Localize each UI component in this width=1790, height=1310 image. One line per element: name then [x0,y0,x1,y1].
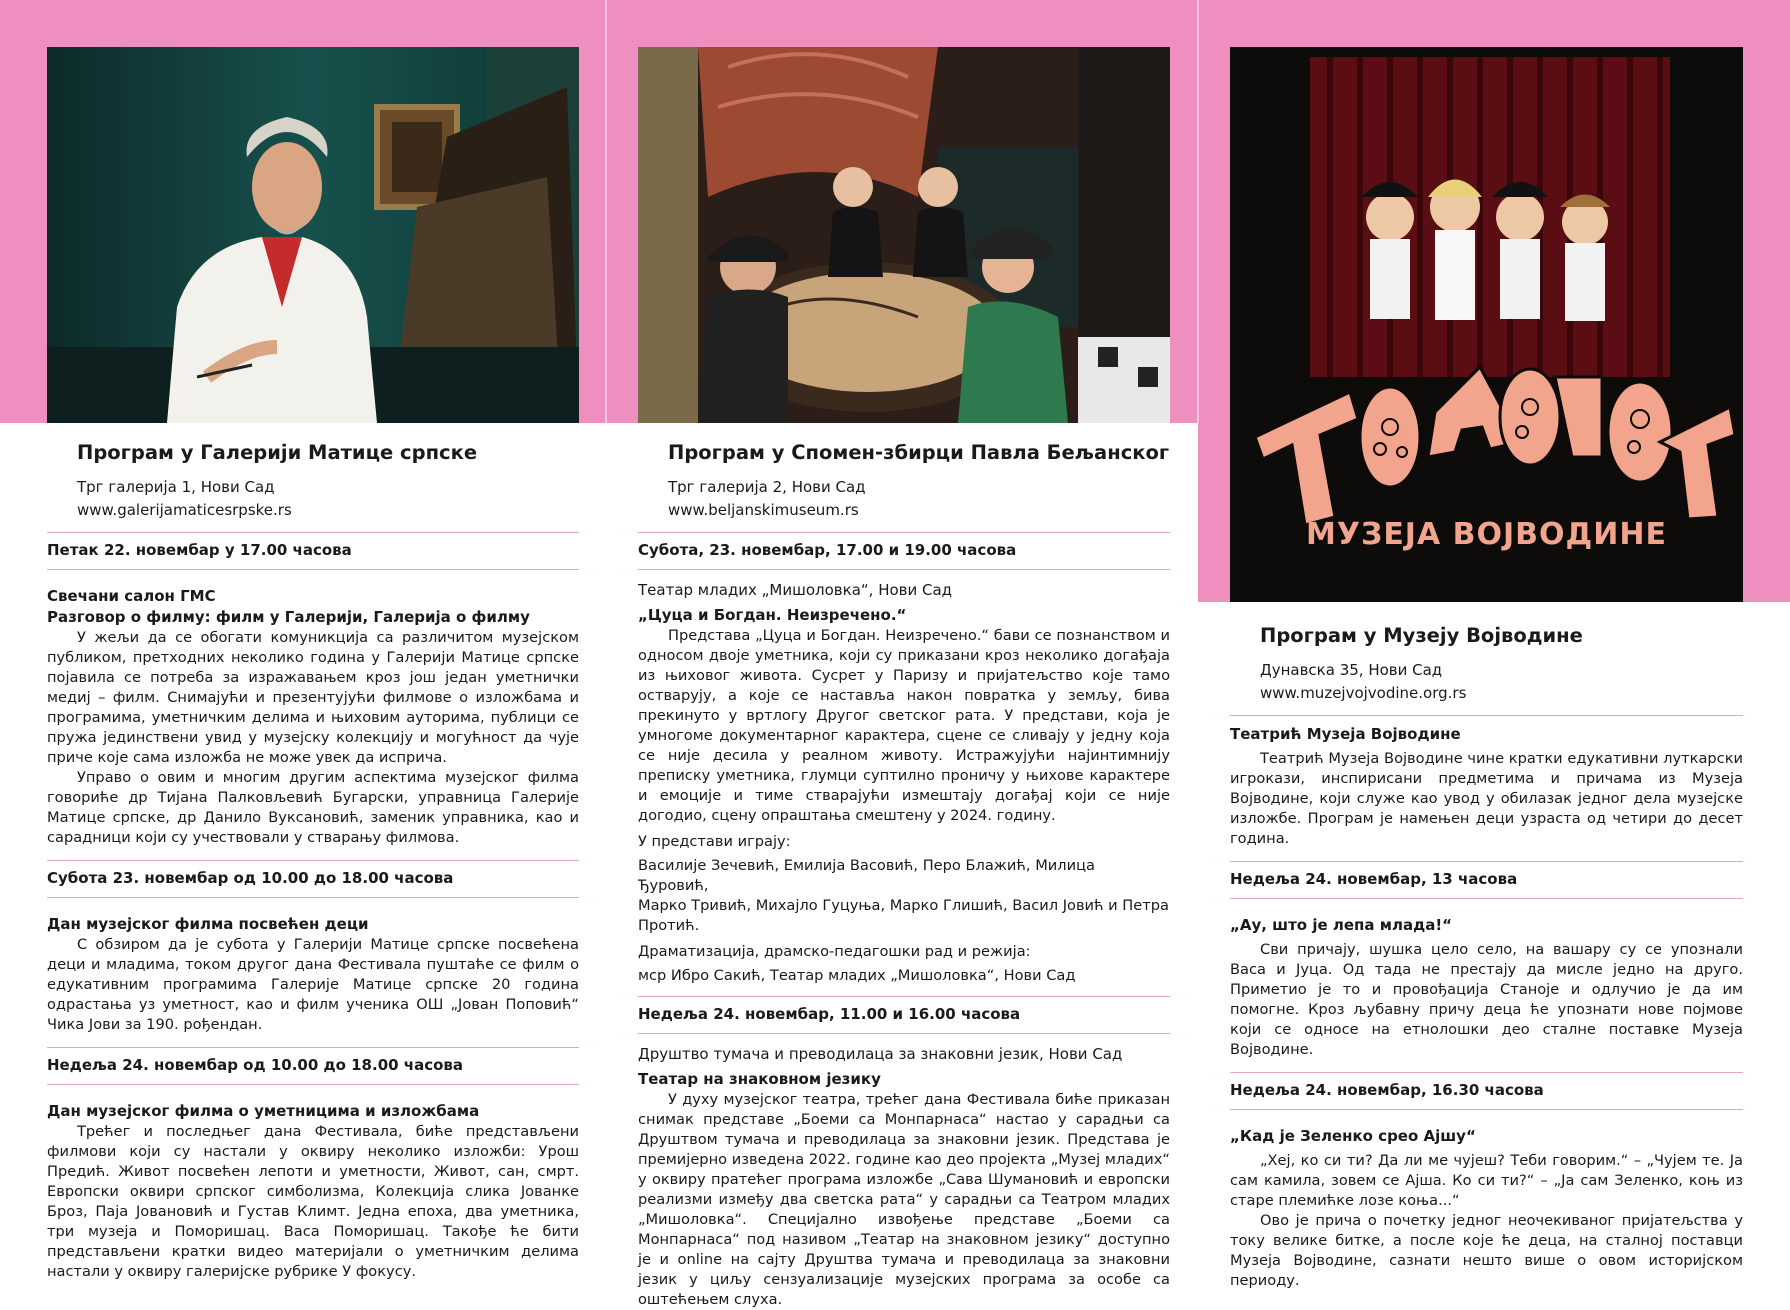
event-date: Недеља 24. новембар од 10.00 до 18.00 часова [47,1056,464,1074]
divider-rule [1230,898,1743,899]
program-paragraph: Театрић Музеја Војводине чине кратки едукативни луткарски игрокази, инспирисани предметима и причама из Музеја Војводине, који служе као увод у обилазак једног дела музејске изложбе. Програм је намењен деци узраста од четири до десет година. [1230,750,1743,847]
divider-rule [47,532,579,533]
divider-rule [47,897,579,898]
cast-heading: У представи играју: [638,833,791,850]
event-date: Субота 23. новембар од 10.00 до 18.00 часова [47,869,454,887]
event-paragraph: У жељи да се обогати комуникција са различитом музејском публиком, претходних неколико година у Галерији Матице српске појавила се потреба за изражавањем кроз још један уметнички медиј – филм. Снимајући и презентујући филмове о изложбама и програмима, уметничким делима и њиховим ауторима, публици се пружа јединствени увид у музејску колекцију и могућност да чује приче које сама изложба не може увек да исприча. [47,629,579,766]
program-title: Театрић Музеја Војводине [1230,725,1461,743]
divider-rule [638,569,1170,570]
event-paragraph: Управо о овим и многим другим аспектима музејског филма говориће др Тијана Палковљевић Бугарски, управница Галерије Матице српске, др Данило Вуксановић, заменик управника, као и сарадници који су учествовали у стварању филмова. [47,769,579,846]
poster-puppet-theatre [1230,47,1743,602]
column-spomen-zbirka-beljanskog [638,440,1170,1310]
venue-address: Трг галерија 1, Нови Сад [77,478,275,496]
venue-url[interactable]: www.muzejvojvodine.org.rs [1260,684,1467,702]
event-paragraph: У духу музејског театра, трећег дана Фестивала биће приказан снимак представе „Боеми са Монпарнаса“ настао у сарадњи са Друштвом тумача и преводилаца за знаковни језик. Представа је премијерно изведена 2022. године као део пројекта „Музеј младих“ у оквиру пратећег програма изложбе „Сава Шумановић и европски реализми између два светска рата“ у сарадњи са Театром младих „Мишоловка“. Специјално извођење представе „Боеми са Монпарнаса“ под називом „Театар на знаковном језику“ доступно је и online на сајту Друштва тумача и преводилаца за знаковни језик у циљу сензуализације музејских програма за особе са оштећењем слуха. [638,1091,1170,1308]
event-organizer: Театар младих „Мишоловка“, Нови Сад [638,581,953,599]
venue-url[interactable]: www.galerijamaticesrpske.rs [77,501,292,519]
venue-header [1230,623,1743,705]
divider-rule [638,996,1170,997]
event-title: Дан музејског филма посвећен деци [47,915,369,933]
divider-rule [638,532,1170,533]
poster-subtitle: МУЗЕЈА ВОЈВОДИНЕ [1306,517,1667,552]
event-paragraph: С обзиром да је субота у Галерији Матице српске посвећена деци и младима, током другог дана Фестивала пуштаће се филм о едукативним програмима Галерије Матице српске 20 година одрастања уз уметност, као и филм ученика ОШ „Јован Поповић“ Чика Јови за 190. рођендан. [47,936,579,1033]
column-galerija-matice-srpske [47,440,579,1282]
divider-rule [47,860,579,861]
venue-header [47,440,579,522]
event-organizer: Друштво тумача и преводилаца за знаковни језик, Нови Сад [638,1045,1123,1063]
event-subtitle: Разговор о филму: филм у Галерији, Галерија о филму [47,608,530,626]
divider-rule [1230,1109,1743,1110]
event-date: Петак 22. новембар у 17.00 часова [47,541,352,559]
event-title: Свечани салон ГМС [47,587,216,605]
event-title: Театар на знаковном језику [638,1070,881,1088]
divider-rule [1230,861,1743,862]
event-title: „Кад је Зеленко срео Ајшу“ [1230,1127,1476,1145]
event-paragraph: Трећег и последњег дана Фестивала, биће представљени филмови који су настали у оквиру неколико изложби: Урош Предић. Живот посвећен лепоти и уметности, Живот, сан, смрт. Европски оквири српског симболизма, Колекција слика Јованке Броз, Паја Јовановић и Густав Климт. Једна епоха, два уметника, три музеја и Поморишац. Васа Поморишац. Такође ће бити представљени кратки видео материјали о уметничким делима настали у оквиру галеријске рубрике У фокусу. [47,1123,579,1280]
cast-line: Марко Тривић, Михајло Гуцуња, Марко Глишић, Васил Јовић и Петра Протић. [638,897,1169,934]
event-date: Недеља 24. новембар, 11.00 и 16.00 часова [638,1005,1021,1023]
event-title: „Ау, што је лепа млада!“ [1230,916,1453,934]
cast-line: Василије Зечевић, Емилија Васовић, Перо Блажић, Милица Ђуровић, [638,857,1095,894]
divider-rule [47,1084,579,1085]
venue-address: Трг галерија 2, Нови Сад [668,478,866,496]
venue-title: Програм у Галерији Матице српске [77,441,478,464]
event-date: Недеља 24. новембар, 16.30 часова [1230,1081,1544,1099]
divider-1 [605,0,607,423]
divider-rule [1230,1072,1743,1073]
event-title: „Цуца и Богдан. Неизречено.“ [638,606,907,624]
photo-painter [47,47,579,423]
divider-2 [1197,0,1199,423]
divider-rule [1230,715,1743,716]
credits-heading: Драматизација, драмско-педагошки рад и режија: [638,943,1031,960]
venue-url[interactable]: www.beljanskimuseum.rs [668,501,859,519]
venue-address: Дунавска 35, Нови Сад [1260,661,1443,679]
divider-rule [638,1033,1170,1034]
event-title: Дан музејског филма о уметницима и изложбама [47,1102,480,1120]
venue-title: Програм у Музеју Војводине [1260,624,1583,647]
venue-title: Програм у Спомен-збирци Павла Бељанског [668,441,1170,464]
venue-header [638,440,1170,522]
event-date: Субота, 23. новембар, 17.00 и 19.00 часова [638,541,1017,559]
event-paragraph: Представа „Цуца и Богдан. Неизречено.“ бави се познанством и односом двоје уметника, који су приказани кроз неколико догађаја из њиховог живота. Сусрет у Паризу и пријатељство које тамо остварују, а које се наставља након повратка у земљу, бива прекинуто у вртлогу Другог светског рата. У представи, која је умногоме документарног карактера, сцене се сливају у једну која се није десила у реалном животу. Истражујући најинтимнију преписку уметника, глумци суптилно проничу у њихове карактере и емоције и тиме стварајући измештају догађај који се није догодио, сцену опраштања смештену у 2024. годину. [638,627,1170,824]
event-paragraph: Сви причају, шушка цело село, на вашару су се упознали Васа и Јуца. Од тада не престају да мисле једно на друго. Приметио је то и провођација Станоје и одлучио је да им помогне. Кроз љубавну причу деца ће упознати нове појмове који се односе на етнолошки део сталне поставке Музеја Војводине. [1230,941,1743,1058]
credits-line: мср Ибро Сакић, Театар младих „Мишоловка“, Нови Сад [638,967,1076,984]
event-date: Недеља 24. новембар, 13 часова [1230,870,1518,888]
event-paragraph: Ово је прича о почетку једног неочекиваног пријатељства у току велике битке, а после које ће деца, на сталној поставци Музеја Војводине, сазнати нешто више о овом историјском периоду. [1230,1212,1743,1289]
photo-actors [638,47,1170,423]
column-muzej-vojvodine [1230,623,1743,1291]
divider-rule [47,1047,579,1048]
event-paragraph: „Хеј, ко си ти? Да ли ме чујеш? Теби говорим.“ – „Чујем те. Ја сам камила, зовем се Ајша. Ко си ти?“ – „Ја сам Зеленко, коњ из старе племићке лозе коња...“ [1230,1152,1743,1209]
divider-rule [47,569,579,570]
